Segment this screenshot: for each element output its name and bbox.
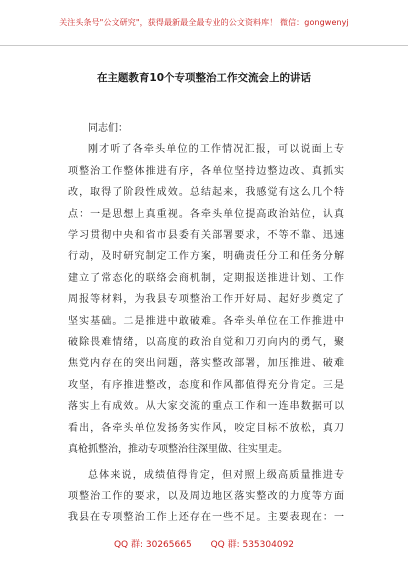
paragraph-line: 落实上有成效。从大家交流的重点工作和一连串数据可以 — [68, 401, 344, 413]
footer-qq-group-1: QQ 群: 30265665 — [113, 540, 192, 550]
paragraph-line: 真枪抓整治，推动专项整治往深里做、往实里走。 — [68, 444, 288, 456]
paragraph-line: 建立了常态化的联络会商机制，定期报送推进计划、工作 — [68, 272, 344, 284]
paragraph-2 — [68, 465, 344, 529]
paragraph-line: 周报等材料，为我县专项整治工作开好局、起好步奠定了 — [68, 294, 344, 306]
paragraph-line: 我县在专项整治工作上还存在一些不足。主要表现在：一 — [68, 512, 344, 524]
paragraph-line: 看出，各牵头单位发扬务实作风，咬定目标不放松，真刀 — [68, 422, 344, 434]
paragraph-line: 行动，及时研究制定工作方案，明确责任分工和任务分解 — [68, 251, 344, 263]
document-title: 在主题教育10个专项整治工作交流会上的讲话 — [96, 72, 312, 84]
paragraph-line: 焦党内存在的突出问题，落实整改部署，加压推进、破难 — [68, 358, 344, 370]
paragraph-line: 点：一是思想上真重视。各牵头单位提高政治站位，认真 — [68, 208, 344, 220]
paragraph-line: 项整治工作的要求，以及周边地区落实整改的力度等方面 — [68, 490, 344, 502]
paragraph-line: 总体来说，成绩值得肯定，但对照上级高质量推进专 — [88, 469, 344, 481]
document-body — [68, 118, 344, 529]
salutation: 同志们： — [88, 123, 128, 134]
header-banner-text: 关注头条号"公文研究"，获得最新最全最专业的公文资料库！ 微信：gongwenyj — [59, 18, 349, 27]
paragraph-line: 破除畏难情绪，以高度的政治自觉和刀刃向内的勇气，聚 — [68, 337, 344, 349]
paragraph-line: 项整治工作整体推进有序，各单位坚持边整边改、真抓实 — [68, 165, 344, 177]
paragraph-line: 刚才听了各牵头单位的工作情况汇报，可以说面上专 — [88, 144, 344, 156]
footer-contact — [0, 537, 408, 550]
paragraph-line: 坚实基础。二是推进中敢破难。各牵头单位在工作推进中 — [68, 315, 344, 327]
paragraph-1 — [68, 139, 344, 460]
header-banner — [0, 0, 408, 46]
paragraph-line: 学习贯彻中央和省市县委有关部署要求，不等不靠、迅速 — [68, 230, 344, 242]
paragraph-line: 改，取得了阶段性成效。总结起来，我感觉有这么几个特 — [68, 187, 344, 199]
footer-qq-group-2: QQ 群: 535304092 — [210, 540, 295, 550]
paragraph-line: 攻坚，有序推进整改，态度和作风都值得充分肯定。三是 — [68, 379, 344, 391]
